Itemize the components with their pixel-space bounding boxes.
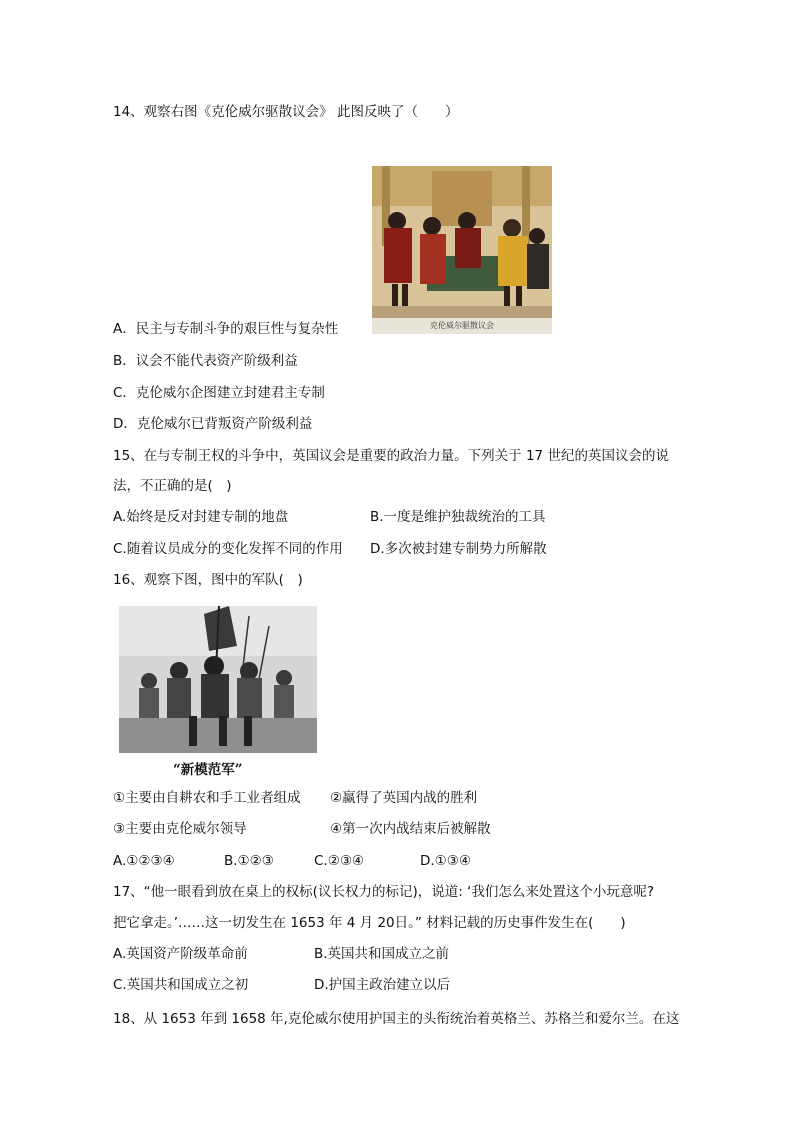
q15-option-c: C.随着议员成分的变化发挥不同的作用: [113, 541, 343, 557]
q16-figure: [119, 606, 317, 753]
q15-option-d: D.多次被封建专制势力所解散: [370, 541, 547, 557]
painting-image: [372, 166, 552, 334]
q16-item-2: ②赢得了英国内战的胜利: [330, 790, 478, 806]
q17-option-a: A.英国资产阶级革命前: [113, 946, 248, 962]
q16-stem: 16、观察下图，图中的军队( ): [113, 572, 303, 588]
q15-option-a: A.始终是反对封建专制的地盘: [113, 509, 289, 525]
q14-stem: 14、观察右图《克伦威尔驱散议会》 此图反映了（ ）: [113, 104, 459, 120]
army-image: [119, 606, 317, 753]
q17-option-c: C.英国共和国成立之初: [113, 977, 249, 993]
q16-figure-caption: “新模范军”: [173, 762, 243, 778]
q14-option-d: D．克伦威尔已背叛资产阶级利益: [113, 416, 313, 432]
q18-stem-line1: 18、从 1653 年到 1658 年,克伦威尔使用护国主的头衔统治着英格兰、苏格兰和爱尔兰。在这: [113, 1011, 680, 1027]
q17-stem-line1: 17、“他一眼看到放在桌上的权标(议长权力的标记)，说道: ‘我们怎么来处置这个小玩意呢?: [113, 884, 655, 900]
q15-stem-line2: 法，不正确的是( ): [113, 478, 232, 494]
q16-item-4: ④第一次内战结束后被解散: [330, 821, 491, 837]
q17-option-b: B.英国共和国成立之前: [314, 946, 450, 962]
q15-option-b: B.一度是维护独裁统治的工具: [370, 509, 546, 525]
q17-stem-line2: 把它拿走。’……这一切发生在 1653 年 4 月 20日。” 材料记载的历史事件发生在( ): [113, 915, 626, 931]
q14-option-a: A．民主与专制斗争的艰巨性与复杂性: [113, 321, 339, 337]
q16-option-d: D.①③④: [420, 853, 471, 869]
q14-figure: [372, 166, 552, 334]
q16-item-3: ③主要由克伦威尔领导: [113, 821, 247, 837]
q14-figure-caption: 克伦威尔驱散议会: [372, 318, 552, 334]
q14-option-b: B．议会不能代表资产阶级利益: [113, 353, 298, 369]
q17-option-d: D.护国主政治建立以后: [314, 977, 451, 993]
q16-item-1: ①主要由自耕农和手工业者组成: [113, 790, 301, 806]
q16-option-c: C.②③④: [314, 853, 365, 869]
q15-stem-line1: 15、在与专制王权的斗争中，英国议会是重要的政治力量。下列关于 17 世纪的英国议会的说: [113, 448, 669, 464]
q16-option-a: A.①②③④: [113, 853, 175, 869]
q14-option-c: C．克伦威尔企图建立封建君主专制: [113, 385, 325, 401]
q16-option-b: B.①②③: [224, 853, 274, 869]
